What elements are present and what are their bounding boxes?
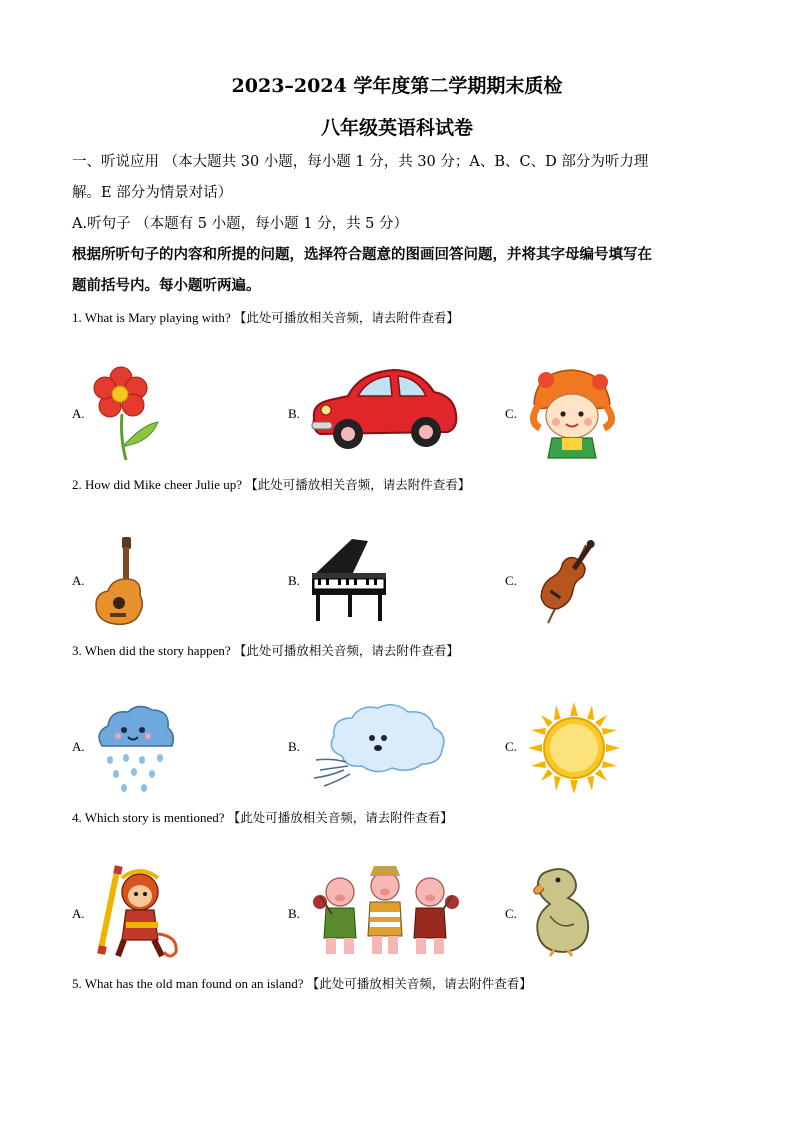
question-5 [72,974,532,992]
question-2 [72,475,470,493]
option-b-label: B. [288,406,300,421]
question-1 [72,308,459,326]
monkey-king-icon[interactable] [92,864,182,960]
piano-icon[interactable] [308,535,390,623]
three-pigs-icon[interactable] [310,862,460,960]
guitar-icon[interactable] [92,535,146,627]
page-subtitle: 八年级英语科试卷 [320,117,473,139]
option-c-label: C. [505,406,517,421]
audio-note[interactable]: 【此处可播放相关音频，请去附件查看】 [306,976,532,991]
option-c-label: C. [505,739,517,754]
audio-note[interactable]: 【此处可播放相关音频，请去附件查看】 [233,310,459,325]
question-text: 2. How did Mike cheer Julie up? [72,477,243,492]
doll-icon[interactable] [526,366,616,462]
section-heading-continued: 解。E 部分为情景对话） [72,185,233,201]
option-b-label: B. [288,739,300,754]
audio-note[interactable]: 【此处可播放相关音频，请去附件查看】 [245,477,471,492]
option-c-label: C. [505,573,517,588]
option-c-label: C. [505,906,517,921]
part-a-heading: A.听句子 （本题有 5 小题，每小题 1 分，共 5 分） [72,216,409,232]
question-text: 5. What has the old man found on an island? [72,976,304,991]
option-b-label: B. [288,573,300,588]
question-text: 4. Which story is mentioned? [72,810,225,825]
sun-icon[interactable] [528,702,620,794]
question-3 [72,641,459,659]
section-heading: 一、听说应用 （本大题共 30 小题，每小题 1 分，共 30 分；A、B、C、D 部分为听力理 [72,154,649,170]
option-a-label: A. [72,739,85,754]
toy-car-icon[interactable] [308,366,460,452]
question-text: 3. When did the story happen? [72,643,231,658]
option-a-label: A. [72,406,85,421]
audio-note[interactable]: 【此处可播放相关音频，请去附件查看】 [227,810,453,825]
option-a-label: A. [72,906,85,921]
part-a-instruction: 根据所听句子的内容和所提的问题，选择符合题意的图画回答问题，并将其字母编号填写在 [72,246,652,263]
rain-cloud-icon[interactable] [94,702,176,794]
question-text: 1. What is Mary playing with? [72,310,231,325]
flower-icon[interactable] [92,366,162,462]
audio-note[interactable]: 【此处可播放相关音频，请去附件查看】 [233,643,459,658]
option-b-label: B. [288,906,300,921]
option-a-label: A. [72,573,85,588]
ugly-duckling-icon[interactable] [528,864,594,956]
part-a-instruction-continued: 题前括号内。每小题听两遍。 [72,277,261,294]
page-title: 2023–2024 学年度第二学期期末质检 [231,75,563,97]
windy-cloud-icon[interactable] [312,700,450,792]
question-4 [72,808,453,826]
violin-icon[interactable] [526,535,600,627]
